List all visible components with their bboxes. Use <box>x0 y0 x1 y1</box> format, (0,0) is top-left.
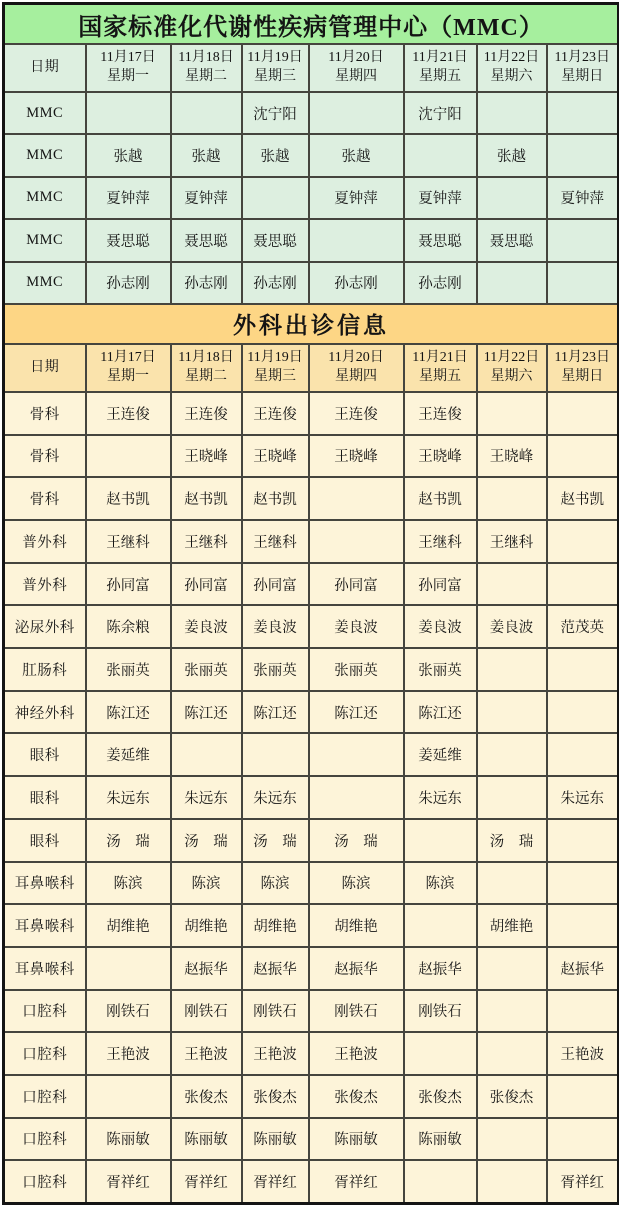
empty-cell <box>547 904 619 947</box>
doctor-cell: 赵振华 <box>547 947 619 990</box>
doctor-cell: 聂思聪 <box>242 219 309 261</box>
department-cell: MMC <box>4 262 86 304</box>
empty-cell <box>547 1118 619 1161</box>
schedule-row <box>4 563 619 606</box>
doctor-cell: 陈江还 <box>171 691 242 734</box>
day-header-2: 11月18日 星期二 <box>171 44 242 92</box>
doctor-cell: 汤 瑞 <box>171 819 242 862</box>
doctor-cell: 胡维艳 <box>309 904 404 947</box>
schedule-row <box>4 177 619 219</box>
department-cell: 神经外科 <box>4 691 86 734</box>
mmc-day-header-row <box>4 44 619 92</box>
doctor-cell: 姜良波 <box>477 605 547 648</box>
doctor-cell: 陈江还 <box>404 691 477 734</box>
doctor-cell: 张越 <box>86 134 171 176</box>
department-cell: 口腔科 <box>4 1075 86 1118</box>
doctor-cell: 胥祥红 <box>547 1160 619 1203</box>
doctor-cell: 王继科 <box>477 520 547 563</box>
doctor-cell: 夏钟萍 <box>404 177 477 219</box>
doctor-cell: 张丽英 <box>86 648 171 691</box>
doctor-cell: 聂思聪 <box>404 219 477 261</box>
day-header-6: 11月22日 星期六 <box>477 44 547 92</box>
schedule-row <box>4 1160 619 1203</box>
date-column-header: 日期 <box>4 44 86 92</box>
doctor-cell: 孙同富 <box>86 563 171 606</box>
doctor-cell: 夏钟萍 <box>171 177 242 219</box>
doctor-cell: 沈宁阳 <box>242 92 309 134</box>
doctor-cell: 王晓峰 <box>309 435 404 478</box>
empty-cell <box>309 92 404 134</box>
empty-cell <box>477 947 547 990</box>
schedule-row <box>4 477 619 520</box>
doctor-cell: 孙志刚 <box>404 262 477 304</box>
doctor-cell: 赵书凯 <box>547 477 619 520</box>
empty-cell <box>86 92 171 134</box>
doctor-cell: 胡维艳 <box>171 904 242 947</box>
doctor-cell: 胥祥红 <box>86 1160 171 1203</box>
empty-cell <box>477 990 547 1033</box>
empty-cell <box>309 776 404 819</box>
doctor-cell: 王连俊 <box>309 392 404 435</box>
doctor-cell: 张俊杰 <box>477 1075 547 1118</box>
day-header-4: 11月20日 星期四 <box>309 44 404 92</box>
schedule-row <box>4 990 619 1033</box>
department-cell: 泌尿外科 <box>4 605 86 648</box>
schedule-row <box>4 904 619 947</box>
doctor-cell: 刚铁石 <box>171 990 242 1033</box>
empty-cell <box>547 648 619 691</box>
doctor-cell: 朱远东 <box>86 776 171 819</box>
empty-cell <box>477 1118 547 1161</box>
empty-cell <box>547 990 619 1033</box>
schedule-row <box>4 819 619 862</box>
doctor-cell: 王晓峰 <box>242 435 309 478</box>
doctor-cell: 陈余粮 <box>86 605 171 648</box>
department-cell: 普外科 <box>4 563 86 606</box>
schedule-row <box>4 648 619 691</box>
mmc-title: 国家标准化代谢性疾病管理中心（MMC） <box>4 4 619 45</box>
doctor-cell: 张丽英 <box>404 648 477 691</box>
doctor-cell: 王连俊 <box>242 392 309 435</box>
department-cell: MMC <box>4 177 86 219</box>
doctor-cell: 张俊杰 <box>242 1075 309 1118</box>
doctor-cell: 陈滨 <box>171 862 242 905</box>
doctor-cell: 张越 <box>309 134 404 176</box>
department-cell: 骨科 <box>4 392 86 435</box>
doctor-cell: 赵振华 <box>242 947 309 990</box>
empty-cell <box>547 435 619 478</box>
day-header-7: 11月23日 星期日 <box>547 44 619 92</box>
empty-cell <box>477 1032 547 1075</box>
doctor-cell: 胥祥红 <box>171 1160 242 1203</box>
empty-cell <box>547 563 619 606</box>
doctor-cell: 刚铁石 <box>242 990 309 1033</box>
schedule-row <box>4 262 619 304</box>
doctor-cell: 朱远东 <box>242 776 309 819</box>
department-cell: MMC <box>4 134 86 176</box>
doctor-cell: 陈滨 <box>309 862 404 905</box>
mmc-section-header <box>4 4 619 93</box>
doctor-cell: 陈滨 <box>86 862 171 905</box>
doctor-cell: 胥祥红 <box>242 1160 309 1203</box>
department-cell: 肛肠科 <box>4 648 86 691</box>
doctor-cell: 孙志刚 <box>86 262 171 304</box>
empty-cell <box>547 691 619 734</box>
empty-cell <box>309 219 404 261</box>
doctor-cell: 朱远东 <box>171 776 242 819</box>
empty-cell <box>404 134 477 176</box>
department-cell: 耳鼻喉科 <box>4 904 86 947</box>
doctor-cell: 陈丽敏 <box>309 1118 404 1161</box>
day-header-7: 11月23日 星期日 <box>547 344 619 392</box>
empty-cell <box>477 262 547 304</box>
mmc-title-row <box>4 4 619 45</box>
empty-cell <box>477 92 547 134</box>
surgery-schedule-rows <box>4 392 619 1203</box>
doctor-cell: 夏钟萍 <box>86 177 171 219</box>
empty-cell <box>86 1075 171 1118</box>
day-header-4: 11月20日 星期四 <box>309 344 404 392</box>
empty-cell <box>171 92 242 134</box>
doctor-cell: 夏钟萍 <box>309 177 404 219</box>
doctor-cell: 陈丽敏 <box>404 1118 477 1161</box>
empty-cell <box>547 1075 619 1118</box>
department-cell: MMC <box>4 219 86 261</box>
doctor-cell: 姜良波 <box>404 605 477 648</box>
empty-cell <box>547 392 619 435</box>
doctor-cell: 王艳波 <box>309 1032 404 1075</box>
doctor-cell: 王晓峰 <box>477 435 547 478</box>
doctor-cell: 姜良波 <box>242 605 309 648</box>
doctor-cell: 姜良波 <box>309 605 404 648</box>
empty-cell <box>477 862 547 905</box>
department-cell: MMC <box>4 92 86 134</box>
day-header-6: 11月22日 星期六 <box>477 344 547 392</box>
doctor-cell: 沈宁阳 <box>404 92 477 134</box>
doctor-cell: 王继科 <box>404 520 477 563</box>
doctor-cell: 胡维艳 <box>86 904 171 947</box>
doctor-cell: 陈丽敏 <box>242 1118 309 1161</box>
surgery-title: 外科出诊信息 <box>4 304 619 344</box>
surgery-day-header-row <box>4 344 619 392</box>
empty-cell <box>477 648 547 691</box>
empty-cell <box>171 733 242 776</box>
empty-cell <box>86 947 171 990</box>
doctor-cell: 聂思聪 <box>86 219 171 261</box>
empty-cell <box>477 733 547 776</box>
schedule-row <box>4 1075 619 1118</box>
doctor-cell: 陈滨 <box>242 862 309 905</box>
empty-cell <box>547 819 619 862</box>
surgery-section-header <box>4 304 619 392</box>
empty-cell <box>404 904 477 947</box>
doctor-cell: 陈滨 <box>404 862 477 905</box>
empty-cell <box>547 733 619 776</box>
doctor-cell: 陈江还 <box>86 691 171 734</box>
department-cell: 眼科 <box>4 819 86 862</box>
empty-cell <box>309 733 404 776</box>
empty-cell <box>477 392 547 435</box>
doctor-cell: 刚铁石 <box>309 990 404 1033</box>
empty-cell <box>547 520 619 563</box>
doctor-cell: 王连俊 <box>86 392 171 435</box>
empty-cell <box>547 862 619 905</box>
schedule-row <box>4 691 619 734</box>
doctor-cell: 聂思聪 <box>477 219 547 261</box>
empty-cell <box>547 134 619 176</box>
doctor-cell: 王连俊 <box>171 392 242 435</box>
schedule-row <box>4 392 619 435</box>
schedule-row <box>4 92 619 134</box>
doctor-cell: 赵书凯 <box>86 477 171 520</box>
schedule-row <box>4 1032 619 1075</box>
doctor-cell: 孙同富 <box>171 563 242 606</box>
department-cell: 口腔科 <box>4 1118 86 1161</box>
empty-cell <box>242 177 309 219</box>
schedule-row <box>4 134 619 176</box>
department-cell: 耳鼻喉科 <box>4 947 86 990</box>
surgery-title-row <box>4 304 619 344</box>
doctor-cell: 王艳波 <box>86 1032 171 1075</box>
doctor-cell: 汤 瑞 <box>477 819 547 862</box>
schedule-row <box>4 733 619 776</box>
doctor-cell: 聂思聪 <box>171 219 242 261</box>
doctor-cell: 王连俊 <box>404 392 477 435</box>
empty-cell <box>477 177 547 219</box>
doctor-cell: 汤 瑞 <box>86 819 171 862</box>
empty-cell <box>547 262 619 304</box>
empty-cell <box>86 435 171 478</box>
doctor-cell: 汤 瑞 <box>309 819 404 862</box>
doctor-cell: 胥祥红 <box>309 1160 404 1203</box>
doctor-cell: 姜良波 <box>171 605 242 648</box>
doctor-cell: 孙志刚 <box>171 262 242 304</box>
doctor-cell: 范茂英 <box>547 605 619 648</box>
department-cell: 口腔科 <box>4 1160 86 1203</box>
doctor-cell: 孙志刚 <box>242 262 309 304</box>
empty-cell <box>404 1032 477 1075</box>
day-header-5: 11月21日 星期五 <box>404 344 477 392</box>
department-cell: 口腔科 <box>4 1032 86 1075</box>
empty-cell <box>477 776 547 819</box>
doctor-cell: 朱远东 <box>547 776 619 819</box>
doctor-cell: 王继科 <box>86 520 171 563</box>
empty-cell <box>309 477 404 520</box>
doctor-cell: 陈江还 <box>242 691 309 734</box>
empty-cell <box>404 819 477 862</box>
day-header-3: 11月19日 星期三 <box>242 344 309 392</box>
empty-cell <box>242 733 309 776</box>
department-cell: 耳鼻喉科 <box>4 862 86 905</box>
department-cell: 骨科 <box>4 435 86 478</box>
doctor-cell: 王继科 <box>171 520 242 563</box>
schedule-row <box>4 605 619 648</box>
schedule-row <box>4 947 619 990</box>
department-cell: 口腔科 <box>4 990 86 1033</box>
schedule-row <box>4 862 619 905</box>
doctor-cell: 张俊杰 <box>309 1075 404 1118</box>
doctor-cell: 陈江还 <box>309 691 404 734</box>
day-header-1: 11月17日 星期一 <box>86 44 171 92</box>
department-cell: 普外科 <box>4 520 86 563</box>
day-header-1: 11月17日 星期一 <box>86 344 171 392</box>
schedule-row <box>4 1118 619 1161</box>
mmc-schedule-rows <box>4 92 619 304</box>
department-cell: 眼科 <box>4 776 86 819</box>
doctor-cell: 赵书凯 <box>171 477 242 520</box>
doctor-cell: 姜延维 <box>86 733 171 776</box>
department-cell: 眼科 <box>4 733 86 776</box>
empty-cell <box>547 92 619 134</box>
schedule-table <box>2 2 619 1205</box>
doctor-cell: 王艳波 <box>547 1032 619 1075</box>
doctor-cell: 陈丽敏 <box>86 1118 171 1161</box>
doctor-cell: 王晓峰 <box>404 435 477 478</box>
doctor-cell: 孙同富 <box>242 563 309 606</box>
doctor-cell: 陈丽敏 <box>171 1118 242 1161</box>
doctor-cell: 张俊杰 <box>171 1075 242 1118</box>
doctor-cell: 张越 <box>171 134 242 176</box>
doctor-cell: 张越 <box>477 134 547 176</box>
empty-cell <box>477 691 547 734</box>
doctor-cell: 赵振华 <box>171 947 242 990</box>
doctor-cell: 赵书凯 <box>404 477 477 520</box>
empty-cell <box>477 477 547 520</box>
day-header-2: 11月18日 星期二 <box>171 344 242 392</box>
doctor-cell: 孙同富 <box>404 563 477 606</box>
department-cell: 骨科 <box>4 477 86 520</box>
schedule-row <box>4 520 619 563</box>
empty-cell <box>309 520 404 563</box>
day-header-3: 11月19日 星期三 <box>242 44 309 92</box>
doctor-cell: 张越 <box>242 134 309 176</box>
doctor-cell: 朱远东 <box>404 776 477 819</box>
doctor-cell: 赵振华 <box>309 947 404 990</box>
doctor-cell: 张丽英 <box>242 648 309 691</box>
doctor-cell: 赵书凯 <box>242 477 309 520</box>
empty-cell <box>404 1160 477 1203</box>
doctor-cell: 姜延维 <box>404 733 477 776</box>
empty-cell <box>477 1160 547 1203</box>
doctor-cell: 张俊杰 <box>404 1075 477 1118</box>
doctor-cell: 王艳波 <box>242 1032 309 1075</box>
doctor-cell: 王艳波 <box>171 1032 242 1075</box>
doctor-cell: 张丽英 <box>309 648 404 691</box>
doctor-cell: 胡维艳 <box>242 904 309 947</box>
schedule-row <box>4 219 619 261</box>
doctor-cell: 王继科 <box>242 520 309 563</box>
doctor-cell: 赵振华 <box>404 947 477 990</box>
day-header-5: 11月21日 星期五 <box>404 44 477 92</box>
date-column-header: 日期 <box>4 344 86 392</box>
doctor-cell: 张丽英 <box>171 648 242 691</box>
schedule-row <box>4 435 619 478</box>
empty-cell <box>547 219 619 261</box>
schedule-row <box>4 776 619 819</box>
doctor-cell: 汤 瑞 <box>242 819 309 862</box>
doctor-cell: 胡维艳 <box>477 904 547 947</box>
doctor-cell: 刚铁石 <box>86 990 171 1033</box>
doctor-cell: 刚铁石 <box>404 990 477 1033</box>
doctor-cell: 夏钟萍 <box>547 177 619 219</box>
doctor-cell: 孙同富 <box>309 563 404 606</box>
empty-cell <box>477 563 547 606</box>
doctor-cell: 王晓峰 <box>171 435 242 478</box>
doctor-cell: 孙志刚 <box>309 262 404 304</box>
